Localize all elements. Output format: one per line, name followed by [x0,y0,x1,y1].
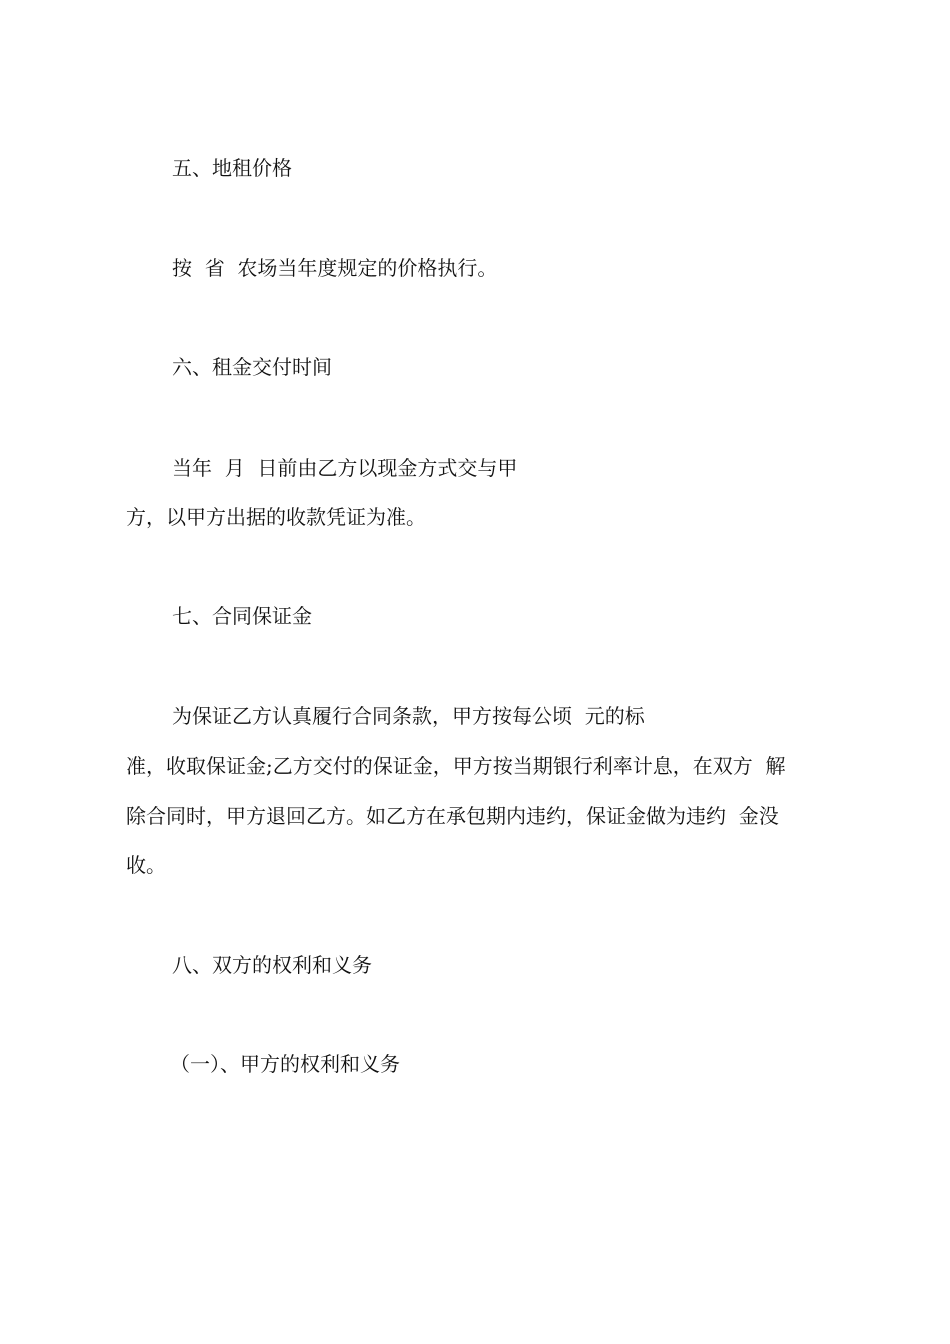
subsection-heading: （一）、甲方的权利和义务 [170,1052,400,1076]
paragraph-line: 收。 [126,853,166,877]
section-heading-8: 八、双方的权利和义务 [172,953,372,977]
paragraph-line: 方，以甲方出据的收款凭证为准。 [126,505,426,529]
section-heading-5: 五、地租价格 [172,156,292,180]
paragraph-line: 准，收取保证金;乙方交付的保证金，甲方按当期银行利率计息，在双方 解 [126,754,786,778]
paragraph-line: 除合同时，甲方退回乙方。如乙方在承包期内违约，保证金做为违约 金没 [126,804,779,828]
section-heading-6: 六、租金交付时间 [172,355,332,379]
paragraph-line: 当年 月 日前由乙方以现金方式交与甲 [172,456,518,480]
section-heading-7: 七、合同保证金 [172,604,312,628]
paragraph-line: 按 省 农场当年度规定的价格执行。 [172,256,498,280]
paragraph-line: 为保证乙方认真履行合同条款，甲方按每公顷 元的标 [172,704,645,728]
